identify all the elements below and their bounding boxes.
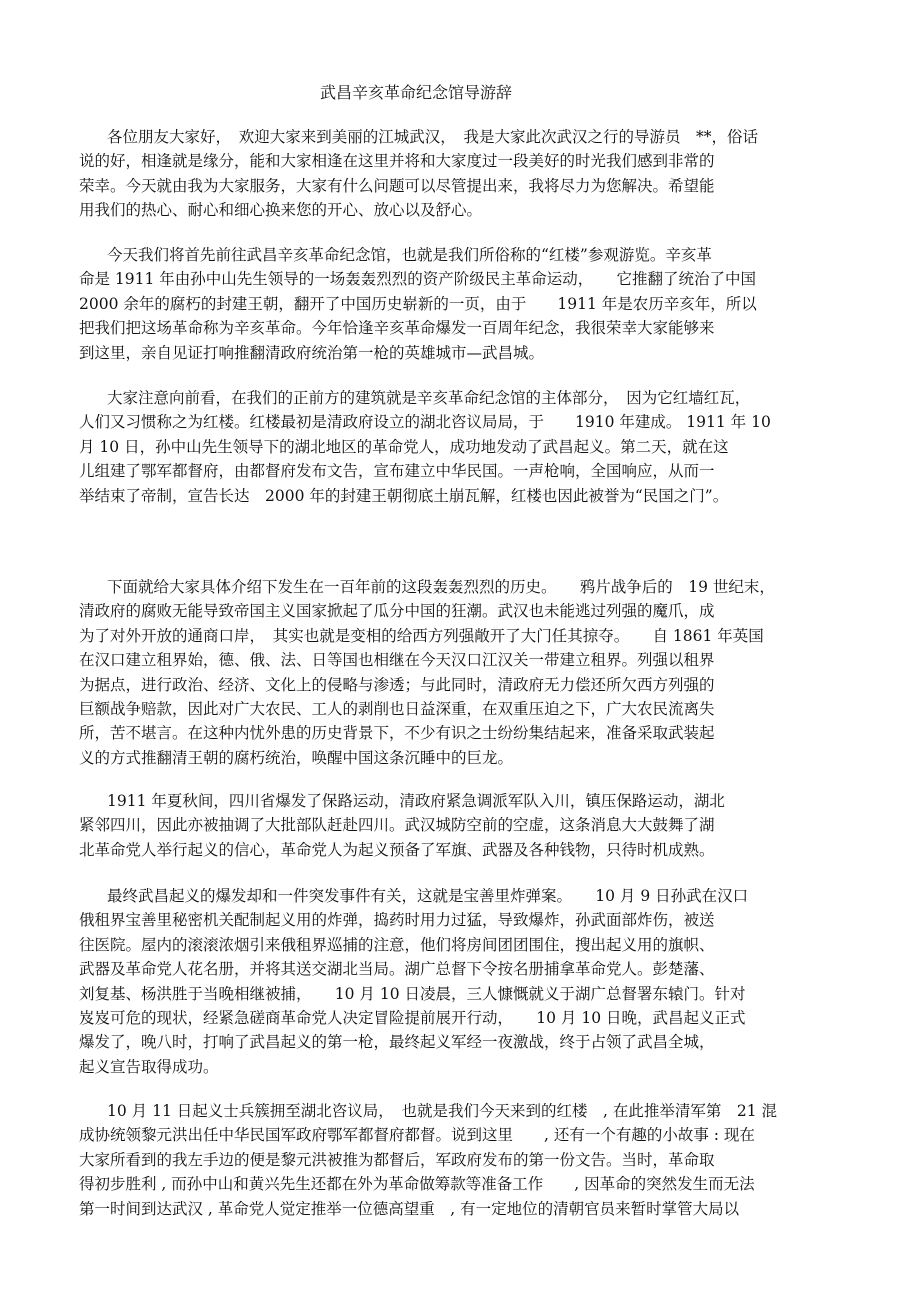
paragraph-greeting [79, 125, 843, 223]
text-line: 第一时间到达武汉 , 革命党人觉定推举一位德高望重 , 有一定地位的清朝官员来暂时掌管大局以 [79, 1199, 740, 1218]
text-line: 命是 1911 年由孙中山先生领导的一场轰轰烈烈的资产阶级民主革命运动， 它推翻了统治了中国 [79, 270, 757, 289]
text-line: 北革命党人举行起义的信心，革命党人为起义预备了军旗、武器及各种钱物，只待时机成熟。 [79, 840, 715, 859]
document-title: 武昌辛亥革命纪念馆导游辞 [320, 83, 513, 102]
paragraph-history [79, 575, 843, 770]
text-line: 举结束了帝制，宣告长达 2000 年的封建王朝彻底土崩瓦解，红楼也因此被誉为“民国之门”。 [79, 486, 729, 505]
text-line: 成协统领黎元洪出任中华民国军政府鄂军都督府都督。说到这里 , 还有一个有趣的小故事 : 现在 [79, 1126, 755, 1145]
text-line: 说的好，相逢就是缘分，能和大家相逢在这里并将和大家度过一段美好的时光我们感到非常的 [79, 152, 715, 171]
text-line: 荣幸。今天就由我为大家服务，大家有什么问题可以尽管提出来，我将尽力为您解决。希望能 [79, 176, 715, 195]
text-line: 义的方式推翻清王朝的腐朽统治，唤醒中国这条沉睡中的巨龙。 [79, 748, 514, 767]
text-line: 1911 年夏秋间，四川省爆发了保路运动，清政府紧急调派军队入川，镇压保路运动，湖北 [107, 792, 725, 810]
text-line: 各位朋友大家好， 欢迎大家来到美丽的江城武汉， 我是大家此次武汉之行的导游员 **，俗话 [107, 128, 759, 146]
paragraph-baoshanli-bomb [79, 884, 843, 1079]
paragraph-intro-red-building [79, 243, 843, 365]
paragraph-main-building [79, 386, 843, 508]
text-line: 所，苦不堪言。在这种内忧外患的历史背景下，不少有识之士纷纷集结起来，准备采取武装起 [79, 724, 715, 743]
text-line: 用我们的热心、耐心和细心换来您的开心、放心以及舒心。 [79, 201, 483, 220]
text-line: 武器及革命党人花名册，并将其送交湖北当局。湖广总督下令按名册捕拿革命党人。彭楚藩、 [79, 960, 715, 979]
text-line: 10 月 11 日起义士兵簇拥至湖北咨议局， 也就是我们今天来到的红楼 , 在此推举清军第 21 混 [107, 1102, 777, 1120]
text-line: 月 10 日，孙中山先生领导下的湖北地区的革命党人，成功地发动了武昌起义。第二天，就在这 [79, 437, 729, 456]
text-line: 刘复基、杨洪胜于当晚相继被捕， 10 月 10 日凌晨，三人慷慨就义于湖广总督署东辕门。针对 [79, 984, 746, 1003]
text-line: 起义宣告取得成功。 [79, 1057, 219, 1076]
text-line: 为了对外开放的通商口岸， 其实也就是变相的给西方列强敞开了大门任其掠夺。 自 1861 年英国 [79, 626, 764, 645]
text-line: 清政府的腐败无能导致帝国主义国家掀起了瓜分中国的狂潮。武汉也未能逃过列强的魔爪，成 [79, 602, 715, 621]
text-line: 下面就给大家具体介绍下发生在一百年前的这段轰轰烈烈的历史。 鸦片战争后的 19 世纪末， [107, 578, 775, 596]
text-line: 到这里，亲自见证打响推翻清政府统治第一枪的英雄城市—武昌城。 [79, 343, 545, 362]
text-line: 人们又习惯称之为红楼。红楼最初是清政府设立的湖北咨议局局，于 1910 年建成。 1911 年 10 [79, 413, 771, 432]
text-line: 最终武昌起义的爆发却和一件突发事件有关，这就是宝善里炸弹案。 10 月 9 日孙武在汉口 [107, 887, 749, 905]
text-line: 大家所看到的我左手边的便是黎元洪被推为都督后，军政府发布的第一份文告。当时，革命取 [79, 1150, 715, 1169]
text-line: 岌岌可危的现状，经紧急磋商革命党人决定冒险提前展开行动， 10 月 10 日晚，武昌起义正式 [79, 1008, 746, 1027]
text-line: 俄租界宝善里秘密机关配制起义用的炸弹，捣药时用力过猛，导致爆炸，孙武面部炸伤，被送 [79, 911, 715, 930]
text-line: 今天我们将首先前往武昌辛亥革命纪念馆，也就是我们所俗称的“红楼”参观游览。辛亥革 [107, 246, 712, 264]
text-line: 紧邻四川，因此亦被抽调了大批部队赶赴四川。武汉城防空前的空虚，这条消息大大鼓舞了湖 [79, 816, 715, 835]
text-line: 得初步胜利 , 而孙中山和黄兴先生还都在外为革命做筹款等准备工作 , 因革命的突然发生而无法 [79, 1175, 755, 1194]
text-line: 巨额战争赔款，因此对广大农民、工人的剥削也日益深重，在双重压迫之下，广大农民流离失 [79, 699, 715, 718]
text-line: 往医院。屋内的滚滚浓烟引来俄租界巡捕的注意，他们将房间团团围住，搜出起义用的旗帜、 [79, 935, 715, 954]
paragraph-li-yuanhong [79, 1099, 843, 1221]
paragraph-railway-movement [79, 789, 843, 862]
text-line: 大家注意向前看，在我们的正前方的建筑就是辛亥革命纪念馆的主体部分， 因为它红墙红瓦， [107, 389, 751, 407]
text-line: 2000 余年的腐朽的封建王朝，翻开了中国历史崭新的一页，由于 1911 年是农历辛亥年，所以 [79, 294, 757, 313]
text-line: 在汉口建立租界始，德、俄、法、日等国也相继在今天汉口江汉关一带建立租界。列强以租界 [79, 651, 715, 670]
text-line: 把我们把这场革命称为辛亥革命。今年恰逢辛亥革命爆发一百周年纪念，我很荣幸大家能够来 [79, 319, 715, 338]
text-line: 为据点，进行政治、经济、文化上的侵略与渗透；与此同时，清政府无力偿还所欠西方列强的 [79, 675, 715, 694]
text-line: 爆发了，晚八时，打响了武昌起义的第一枪，最终起义军经一夜激战，终于占领了武昌全城， [79, 1033, 715, 1052]
text-line: 儿组建了鄂军都督府，由都督府发布文告，宣布建立中华民国。一声枪响，全国响应，从而一 [79, 462, 715, 481]
